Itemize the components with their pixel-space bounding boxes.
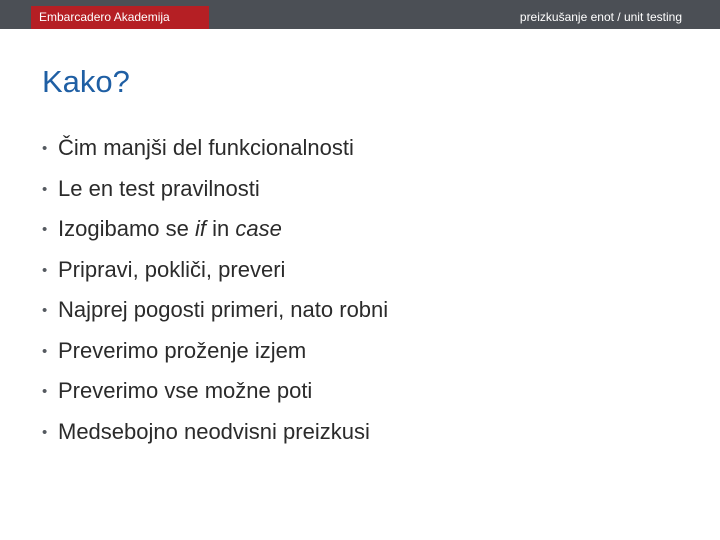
bullet-icon: • [42, 221, 48, 238]
bullet-text: Pripravi, pokliči, preveri [58, 256, 286, 282]
bullet-text-italic: case [235, 216, 282, 241]
list-item [42, 290, 388, 331]
bullet-text: Le en test pravilnosti [58, 175, 260, 201]
bullet-icon: • [42, 342, 48, 360]
bullet-text: Najprej pogosti primeri, nato robni [58, 297, 389, 322]
bullet-icon: • [42, 423, 48, 441]
page-title: Kako? [42, 64, 130, 99]
section-title: preizkušanje enot / unit testing [519, 10, 682, 24]
list-item [42, 250, 388, 291]
bullet-icon: • [42, 261, 48, 279]
bullet-icon: • [42, 383, 48, 400]
bullet-icon: • [42, 302, 48, 319]
bullet-text: Preverimo vse možne poti [58, 378, 313, 403]
brand-label: Embarcadero Akademija [31, 6, 209, 29]
bullet-text: Medsebojno neodvisni preizkusi [58, 418, 370, 444]
bullet-text-part: Izogibamo se [58, 216, 195, 241]
bullet-text: Preverimo proženje izjem [58, 337, 307, 363]
list-item [42, 331, 388, 372]
bullet-list [42, 128, 388, 452]
bullet-text-italic: if [194, 216, 206, 241]
bullet-text [58, 209, 282, 249]
top-bar [0, 0, 720, 29]
list-item [42, 412, 388, 453]
bullet-text-part: in [205, 216, 236, 241]
list-item [42, 128, 388, 169]
bullet-text: Čim manjši del funkcionalnosti [58, 135, 354, 160]
list-item [42, 209, 388, 250]
bullet-icon: • [42, 180, 48, 198]
list-item [42, 169, 388, 210]
list-item [42, 371, 388, 412]
bullet-icon: • [42, 140, 48, 157]
